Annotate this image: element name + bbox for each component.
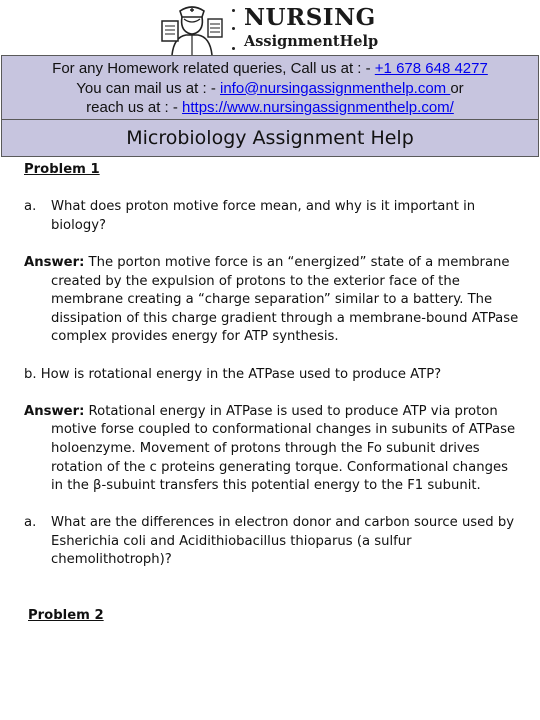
email-link[interactable]: info@nursingassignmenthelp.com	[219, 79, 451, 97]
question-a-text: What does proton motive force mean, and why is it important in biology?	[51, 199, 476, 233]
phone-link[interactable]: +1 678 648 4277	[374, 60, 488, 77]
logo-divider	[231, 9, 237, 51]
nurse-icon	[158, 3, 226, 55]
contact-line-website	[2, 98, 538, 118]
website-prefix: reach us at : -	[86, 99, 183, 116]
question-a	[24, 198, 524, 235]
answer-a	[24, 254, 524, 347]
answer-a-text: The porton motive force is an “energized” state of a membrane created by the expulsion of protons to the exterior face of the membrane creating a “charge separation” similar to a battery. The dissipation of this charge gradient through a membrane-bound ATPase complex provides energy for ATP synthesis.	[51, 254, 519, 345]
answer-a-label: Answer:	[24, 254, 85, 270]
problem1-heading: Problem 1	[24, 162, 100, 177]
question-a-label: a.	[24, 199, 37, 215]
logo-subtitle: AssignmentHelp	[244, 33, 379, 50]
question-c	[24, 514, 524, 570]
problem2-heading: Problem 2	[28, 608, 104, 624]
question-c-text: What are the differences in electron donor and carbon source used by Esherichia coli and Acidithiobacillus thioparus (a sulfur chemolithotroph)?	[51, 515, 515, 568]
question-c-label: a.	[24, 515, 37, 531]
email-suffix: or	[450, 79, 464, 97]
answer-b-label: Answer:	[24, 403, 85, 419]
logo-title: NURSING	[244, 4, 376, 31]
answer-b	[24, 403, 524, 496]
email-prefix: You can mail us at : -	[76, 79, 220, 97]
contact-line-phone	[2, 56, 538, 79]
page-title: Microbiology Assignment Help	[1, 119, 539, 157]
phone-prefix: For any Homework related queries, Call us at : -	[52, 60, 375, 77]
answer-b-text: Rotational energy in ATPase is used to produce ATP via proton motive forse coupled to conformational changes in subunits of ATPase holoenzyme. Movement of protons through the Fo subunit drives rotation of the c proteins generating torque. Conformational changes in the β-subuint transfers this potential energy to the F1 subunit.	[51, 403, 516, 494]
question-b: b. How is rotational energy in the ATPase used to produce ATP?	[24, 366, 442, 382]
website-link[interactable]: https://www.nursingassignmenthelp.com/	[182, 99, 454, 116]
logo	[158, 3, 398, 55]
contact-line-email	[2, 79, 538, 99]
document-body	[24, 161, 524, 626]
contact-box	[1, 55, 539, 120]
